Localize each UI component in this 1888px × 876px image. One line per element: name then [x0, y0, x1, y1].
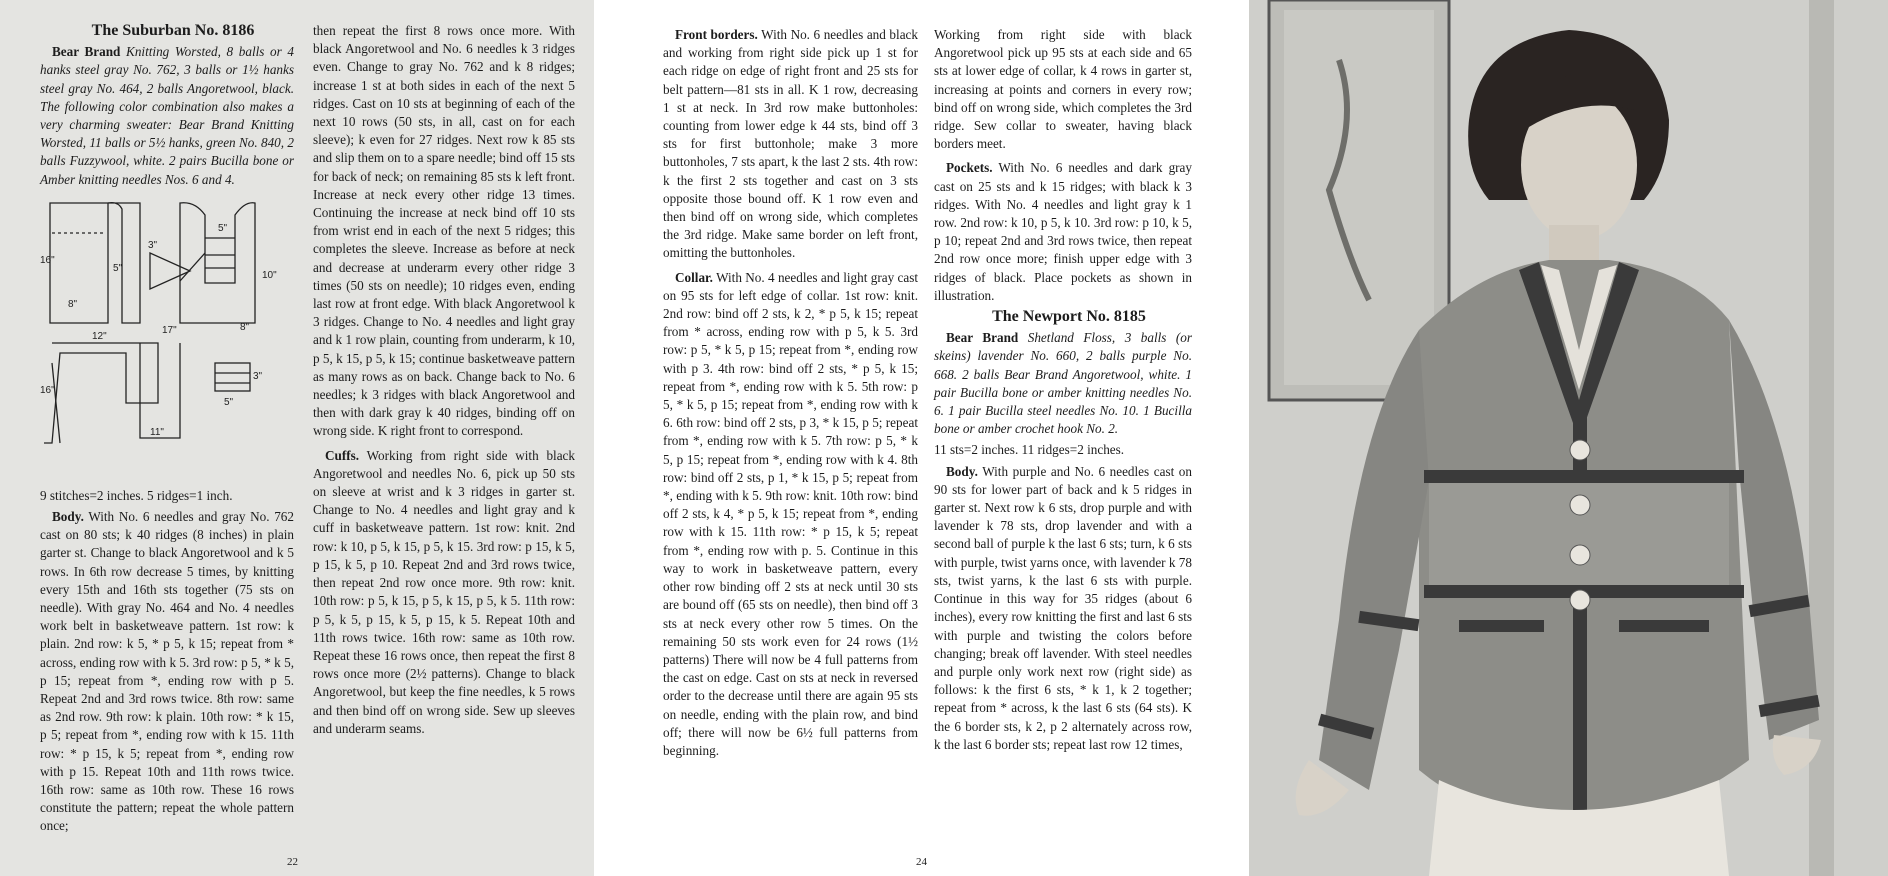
button-1: [1570, 440, 1590, 460]
gauge-line: 9 stitches=2 inches. 5 ridges=1 inch.: [40, 487, 233, 503]
newport-materials-brand: Bear Brand: [946, 330, 1019, 346]
body-text: With No. 6 needles and gray No. 762 cast on 80 sts; k 40 ridges (8 inches) in plain garter st. Change to black Angoretwool and k 5 rows. In 6th row decrease 5 times, by knitting every 15th and 16th sts together (75 sts on needle). With gray No. 464 and No. 4 needles work belt in basketweave pattern. 1st row: k plain. 2nd row: k 5, * p 5, k 15; repeat from * across, ending row with k 5. 3rd row: p 5, * k 5, p 15; repeat from *, ending row with p 5. Repeat 2nd and 3rd rows twice. 8th row: same as 2nd row. 9th row: k plain. 10th row: * k 15, p 5; repeat from *, ending row with k 15. 11th row: * p 15, k 5; repeat from *, ending row with p 15. Repeat 10th and 11th rows twice. 16th row: same as 10th row. These 16 rows constitute the pattern; repeat the whole pattern once;: [40, 509, 294, 834]
sweater-schematic-diagram: [40, 193, 294, 483]
diagram-label-5a: 5": [113, 262, 123, 274]
newport-materials-text: Shetland Floss, 3 balls (or skeins) lavender No. 660, 2 balls purple No. 668. 2 balls Bear Brand Angoretwool, white. 1 pair Bucilla bone or amber knitting needles No. 6. 1 pair Bucilla steel needles No. 10. 1 Bucilla bone or amber crochet hook No. 2.: [934, 330, 1193, 437]
diagram-label-10: 10": [262, 269, 277, 281]
diagram-label-8b: 8": [240, 321, 250, 333]
pockets-text: With No. 6 needles and dark gray cast on 25 sts and k 15 ridges; with black k 3 ridges. With No. 4 needles and light gray k 1 row. 2nd row: k 10, p 5, k 10. 3rd row: p 10, k 5, p 10; repeat 2nd and 3rd rows twice, then repeat 2nd row once more; finish upper edge with 3 ridges of black. Place pockets as shown in illustration.: [934, 160, 1193, 303]
photo-illustration: [1249, 0, 1888, 876]
diagram-label-5c: 5": [224, 396, 234, 408]
front-borders-heading: Front borders.: [675, 27, 758, 42]
diagram-label-11: 11": [150, 426, 164, 438]
collar-text: With No. 4 needles and light gray cast on 95 sts for left edge of collar. 1st row: knit. 2nd row: bind off 2 sts, k 2, * p 5, k 15; repeat from * across, ending row with p 5, k 5. 3rd row: p 5, * k 5, p 15; repeat from *, ending row with p 3. 4th row: bind off 2 sts, * p 5, k 15; repeat from *, ending row with k 5. 5th row: p 5, * k 5, p 15; repeat from *, ending row with k 6. 6th row: bind off 2 sts, p 3, * k 15, p 5; repeat from *, ending row with k 5. 7th row: p 5, * k 5, p 15; repeat from *, ending row with k 4. 8th row: bind off 2 sts, p 1, * k 15, p 5; repeat from *, ending with k 5. 9th row: knit. 10th row: bind off 2 sts, k 4, * p 5, k 15; repeat from *, ending row with k 15. 11th row: * p 15, k 5; repeat from *, ending row with p. 5. Continue in this way to work in basketweave pattern, every other row binding off 2 sts at neck until 30 sts are bound off (65 sts on needle), then bind off 3 sts at neck every other row 5 times. On the remaining 50 sts work even for 24 rows (1½ patterns) There will now be 4 full patterns from the cast on edge. Cast on sts at neck in reversed order to the decrease until there are again 95 sts on needle, ending with the plain row, and bind off; there will now be 6½ full patterns from beginning.: [663, 269, 919, 758]
page-number-left: 22: [287, 856, 298, 868]
pocket-right: [1619, 620, 1709, 632]
newport-body-section: [934, 463, 1192, 754]
button-3: [1570, 545, 1590, 565]
diagram-label-16a: 16": [40, 254, 55, 266]
pocket-left: [1459, 620, 1544, 632]
newport-body-text: With purple and No. 6 needles cast on 90 sts for lower part of back and k 5 ridges in garter st. Next row k 6 sts, drop purple and with lavender k 78 sts, drop lavender and with a second ball of purple k the last 6 sts; turn, k 6 sts with purple, twist yarns once, with lavender k 78 sts, twist yarns, k the last 6 sts with purple. Continue in this way for 35 ridges (about 6 inches), every row knitting the first and last 6 sts with purple and twisting the colors before changing; break off lavender. With steel needles and purple only work next row (right side) as follows: k the first 6 sts, * k 1, k 2 together; repeat from * across, k the last 6 sts (64 sts). K the 6 border sts, k 2, p 2 alternately across row, k the last 6 border sts; repeat last row 12 times,: [934, 463, 1192, 752]
newport-materials: [934, 329, 1192, 438]
left-col2-text: then repeat the first 8 rows once more. With black Angoretwool and No. 6 needles k 3 ridges even. Change to gray No. 762 and k 8 ridges; increase 1 st at both sides in each of the next 5 ridges. Cast on 10 sts at beginning of each of the next 10 rows (50 sts, in all, cast on for each sleeve); k even for 27 ridges. Next row k 85 sts and slip them on to a spare needle; bind off 15 sts for back of neck; on remaining 85 sts k left front. Increase at neck every other ridge 13 times. Continuing the increase at neck bind off 10 sts from wrist end in each of the next 5 ridges; this completes the sleeve. Increase as before at neck and decrease at underarm every other ridge 3 times (50 sts on needle); 10 ridges even, ending last row at front edge. With black Angoretwool k 3 ridges. Change to No. 4 needles and light gray and k 1 row plain, counting from underarm, k 10, p 5, k 15, p 5, k 15; continue basketweave pattern as many rows as on back. Change back to No. 6 needles; k 3 ridges with black Angoretwool and then with dark gray k 40 ridges, binding off on wrong side. K right front to correspond.: [313, 23, 575, 439]
pockets-section: [934, 159, 1192, 305]
schematic-svg: [40, 193, 294, 483]
button-4: [1570, 590, 1590, 610]
newport-gauge: 11 sts=2 inches. 11 ridges=2 inches.: [934, 442, 1125, 458]
cuffs-section: [313, 447, 575, 738]
left-page: [0, 0, 594, 876]
front-borders-section: [663, 26, 918, 263]
diagram-label-16b: 16": [40, 384, 55, 396]
left-page-column-1: [40, 22, 294, 839]
materials-text: Knitting Worsted, 8 balls or 4 hanks steel gray No. 762, 3 balls or 1½ hanks steel gray No. 464, 2 balls Angoretwool, black. The following color combination also makes a very charming sweater: Bear Brand Knitting Worsted, 11 balls or 5½ hanks, green No. 840, 2 balls Fuzzywool, white. 2 pairs Bucilla bone or Amber knitting needles Nos. 6 and 4.: [40, 44, 294, 187]
collar-section: [663, 269, 918, 760]
front-borders-text: With No. 6 needles and black and working from right side pick up 1 st for each ridge on edge of right front and 25 sts for belt pattern—81 sts in all. K 1 row, decreasing 1 st at neck. In 3rd row make buttonholes: counting from lower edge k 44 sts, bind off 3 sts for first buttonhole; make 3 more buttonholes, 7 sts apart, k the last 2 sts. 4th row: k the first 2 sts together and cast on 3 sts opposite those bound off. K 1 row even and then bind off on wrong side, which completes the 3rd ridge. Make same border on left front, omitting the buttonholes.: [663, 27, 918, 261]
diagram-label-3b: 3": [253, 370, 263, 382]
left-page-column-2: [313, 22, 575, 741]
newport-body-heading: Body.: [946, 463, 978, 479]
front-border: [1573, 400, 1587, 830]
newport-title: The Newport No. 8185: [992, 308, 1146, 326]
diagram-label-17: 17": [162, 324, 177, 336]
collar-heading: Collar.: [675, 269, 713, 285]
diagram-label-5b: 5": [218, 222, 228, 234]
materials-brand: Bear Brand: [52, 44, 121, 60]
belt-stripe-top: [1424, 470, 1744, 483]
middle-page-column-1: [663, 26, 918, 763]
wall-picture: [1284, 10, 1434, 385]
middle-col2-text: Working from right side with black Angoretwool pick up 95 sts at each side and 65 sts at lower edge of collar, k 4 rows in garter st, increasing at points and corners in every row; bind off on wrong side, which completes the 3rd ridge. Sew collar to sweater, having black borders meet.: [934, 27, 1192, 152]
middle-page: [594, 0, 1249, 876]
suburban-title: The Suburban No. 8186: [91, 22, 255, 39]
pockets-heading: Pockets.: [946, 160, 993, 176]
diagram-label-12: 12": [92, 330, 107, 342]
cuffs-heading: Cuffs.: [325, 447, 360, 463]
page-number-middle: 24: [916, 856, 927, 868]
body-section: [40, 508, 294, 836]
diagram-label-3: 3": [148, 239, 158, 251]
diagram-label-8a: 8": [68, 298, 78, 310]
sweater-photo: [1249, 0, 1888, 876]
middle-page-column-2: [934, 26, 1192, 757]
cuffs-text: Working from right side with black Angoretwool and needles No. 6, pick up 50 sts on sleeve at wrist and k 3 ridges in garter st. Change to No. 4 needles and light gray and k cuff in basketweave pattern. 1st row: knit. 2nd row: k 10, p 5, k 15, p 5, k 15. 3rd row: p 15, k 5, p 15, k 5, p 10. Repeat 2nd and 3rd rows twice, then repeat 2nd row once more. 9th row: knit. 10th row: p 5, k 15, p 5, k 15, p 5, k 5. 11th row: p 5, k 5, p 15, k 5, p 15, k 5. Repeat 10th and 11th rows twice. 16th row: same as 10th row. Repeat these 16 rows once, then repeat the first 8 rows once more (2½ patterns). Change to black Angoretwool, but keep the fine needles, k 5 rows and then bind off on wrong side. Sew up sleeves and underarm seams.: [313, 447, 576, 736]
suburban-materials: [40, 43, 294, 189]
body-heading: Body.: [52, 509, 84, 525]
button-2: [1570, 495, 1590, 515]
